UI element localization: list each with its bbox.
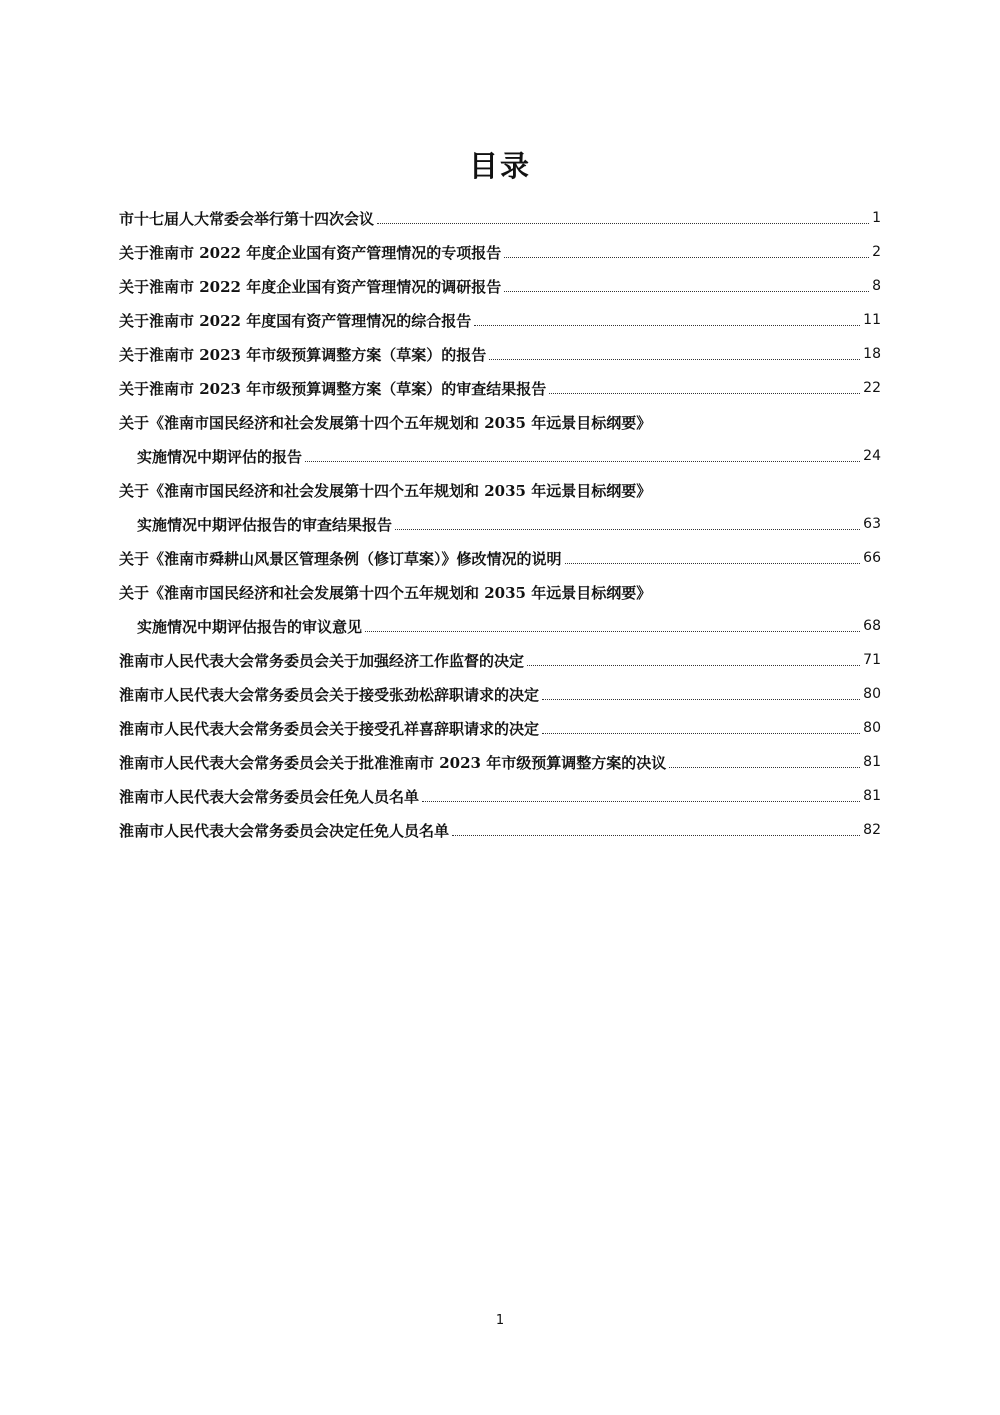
toc-entry[interactable] <box>119 711 881 745</box>
toc-dot-leader <box>452 834 860 836</box>
toc-entry-page: 2 <box>872 244 881 260</box>
toc-entry-title: 实施情况中期评估的报告 <box>137 447 303 466</box>
toc-entry-title: 实施情况中期评估报告的审议意见 <box>137 617 363 636</box>
toc-entry-page: 71 <box>863 652 881 668</box>
toc-entry-title: 关于淮南市 2022 年度企业国有资产管理情况的调研报告 <box>119 277 502 296</box>
toc-entry-page: 8 <box>872 278 881 294</box>
toc-entry[interactable] <box>119 269 881 303</box>
toc-dot-leader <box>542 698 860 700</box>
toc-entry-title: 淮南市人民代表大会常务委员会决定任免人员名单 <box>119 821 450 840</box>
toc-entry[interactable] <box>119 677 881 711</box>
toc-entry[interactable] <box>119 235 881 269</box>
toc-dot-leader <box>504 290 869 292</box>
page-number: 1 <box>495 1313 505 1328</box>
toc-entry-page: 81 <box>863 788 881 804</box>
toc-entry-title: 关于淮南市 2023 年市级预算调整方案（草案）的审查结果报告 <box>119 379 547 398</box>
toc-entry[interactable] <box>119 201 881 235</box>
toc-entry-title: 关于《淮南市国民经济和社会发展第十四个五年规划和 2035 年远景目标纲要》 <box>119 481 652 500</box>
toc-entry[interactable] <box>119 745 881 779</box>
toc-dot-leader <box>474 324 860 326</box>
toc-entry-title: 关于淮南市 2022 年度企业国有资产管理情况的专项报告 <box>119 243 502 262</box>
toc-entry-title: 关于淮南市 2023 年市级预算调整方案（草案）的报告 <box>119 345 487 364</box>
toc-entry-title: 淮南市人民代表大会常务委员会关于接受孔祥喜辞职请求的决定 <box>119 719 540 738</box>
toc-entry-page: 80 <box>863 720 881 736</box>
toc-entry-title: 实施情况中期评估报告的审查结果报告 <box>137 515 393 534</box>
toc-entry-title: 关于《淮南市舜耕山风景区管理条例（修订草案）》修改情况的说明 <box>119 549 562 568</box>
toc-dot-leader <box>565 562 861 564</box>
page-title: 目录 <box>468 149 531 183</box>
toc-entry[interactable] <box>119 439 881 473</box>
toc-dot-leader <box>549 392 860 394</box>
toc-entry-page: 80 <box>863 686 881 702</box>
toc-entry-page: 18 <box>863 346 881 362</box>
toc-entry-title: 市十七届人大常委会举行第十四次会议 <box>119 209 375 228</box>
toc-dot-leader <box>669 766 860 768</box>
toc-entry[interactable] <box>119 541 881 575</box>
toc-entry-title: 淮南市人民代表大会常务委员会关于批准淮南市 2023 年市级预算调整方案的决议 <box>119 753 667 772</box>
toc-dot-leader <box>504 256 869 258</box>
toc-entry[interactable] <box>119 779 881 813</box>
toc-dot-leader <box>365 630 860 632</box>
table-of-contents <box>119 201 881 847</box>
toc-dot-leader <box>527 664 860 666</box>
toc-dot-leader <box>422 800 860 802</box>
toc-entry-title: 淮南市人民代表大会常务委员会任免人员名单 <box>119 787 420 806</box>
toc-dot-leader <box>489 358 860 360</box>
toc-entry[interactable] <box>119 337 881 371</box>
toc-entry-title: 淮南市人民代表大会常务委员会关于接受张劲松辞职请求的决定 <box>119 685 540 704</box>
toc-entry[interactable] <box>119 303 881 337</box>
toc-entry-page: 66 <box>863 550 881 566</box>
toc-entry-page: 1 <box>872 210 881 226</box>
toc-entry[interactable] <box>119 609 881 643</box>
toc-entry-page: 82 <box>863 822 881 838</box>
toc-entry[interactable] <box>119 575 881 609</box>
toc-entry-page: 11 <box>863 312 881 328</box>
toc-entry-page: 22 <box>863 380 881 396</box>
toc-entry[interactable] <box>119 371 881 405</box>
toc-entry-title: 淮南市人民代表大会常务委员会关于加强经济工作监督的决定 <box>119 651 525 670</box>
toc-entry[interactable] <box>119 473 881 507</box>
toc-dot-leader <box>305 460 860 462</box>
toc-entry[interactable] <box>119 405 881 439</box>
toc-entry-title: 关于《淮南市国民经济和社会发展第十四个五年规划和 2035 年远景目标纲要》 <box>119 413 652 432</box>
toc-entry-title: 关于《淮南市国民经济和社会发展第十四个五年规划和 2035 年远景目标纲要》 <box>119 583 652 602</box>
toc-entry[interactable] <box>119 643 881 677</box>
toc-entry-page: 68 <box>863 618 881 634</box>
toc-dot-leader <box>542 732 860 734</box>
toc-entry-page: 63 <box>863 516 881 532</box>
toc-entry-page: 24 <box>863 448 881 464</box>
toc-entry[interactable] <box>119 813 881 847</box>
toc-entry-page: 81 <box>863 754 881 770</box>
toc-entry-title: 关于淮南市 2022 年度国有资产管理情况的综合报告 <box>119 311 472 330</box>
toc-entry[interactable] <box>119 507 881 541</box>
toc-dot-leader <box>377 222 869 224</box>
toc-dot-leader <box>395 528 860 530</box>
